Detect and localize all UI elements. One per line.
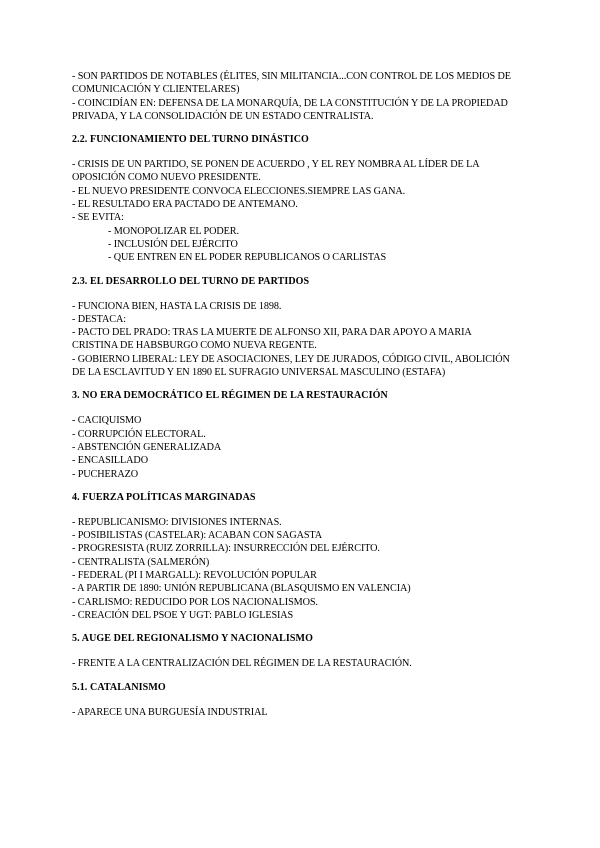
text-line: CRISTINA DE HABSBURGO COMO NUEVA REGENTE. (72, 340, 317, 352)
list-item: - CARLISMO: REDUCIDO POR LOS NACIONALISMOS. (72, 596, 318, 608)
section-heading-2-3: 2.3. EL DESARROLLO DEL TURNO DE PARTIDOS (72, 275, 310, 287)
text-line: - EL RESULTADO ERA PACTADO DE ANTEMANO. (72, 199, 298, 211)
section-heading-3: 3. NO ERA DEMOCRÁTICO EL RÉGIMEN DE LA RESTAURACIÓN (72, 390, 388, 402)
text-line: DE LA ESCLAVITUD Y EN 1890 EL SUFRAGIO UNIVERSAL MASCULINO (ESTAFA) (72, 367, 446, 379)
text-line: - SE EVITA: (72, 212, 124, 224)
list-item: - CENTRALISTA (SALMERÓN) (72, 556, 210, 568)
text-line: - PACTO DEL PRADO: TRAS LA MUERTE DE ALFONSO XII, PARA DAR APOYO A MARIA (72, 327, 472, 339)
section-2-2-body (72, 158, 532, 264)
section-5-1-body (72, 706, 532, 719)
text-line: - COINCIDÍAN EN: DEFENSA DE LA MONARQUÍA, DE LA CONSTITUCIÓN Y DE LA PROPIEDAD (72, 97, 508, 109)
text-line: - CRISIS DE UN PARTIDO, SE PONEN DE ACUERDO , Y EL REY NOMBRA AL LÍDER DE LA (72, 159, 480, 171)
list-item: - REPUBLICANISMO: DIVISIONES INTERNAS. (72, 516, 282, 528)
list-item: - ABSTENCIÓN GENERALIZADA (72, 441, 222, 453)
section-heading-5: 5. AUGE DEL REGIONALISMO Y NACIONALISMO (72, 633, 313, 645)
intro-block (72, 70, 532, 123)
section-heading-4: 4. FUERZA POLÍTICAS MARGINADAS (72, 491, 256, 503)
section-5-body (72, 657, 532, 670)
section-heading-2-2: 2.2. FUNCIONAMIENTO DEL TURNO DINÁSTICO (72, 134, 309, 146)
text-line: - APARECE UNA BURGUESÍA INDUSTRIAL (72, 706, 268, 718)
text-line: - FRENTE A LA CENTRALIZACIÓN DEL RÉGIMEN DE LA RESTAURACIÓN. (72, 658, 412, 670)
section-heading-5-1: 5.1. CATALANISMO (72, 681, 166, 693)
list-item: - FEDERAL (PI I MARGALL): REVOLUCIÓN POPULAR (72, 570, 317, 582)
text-line: - EL NUEVO PRESIDENTE CONVOCA ELECCIONES.SIEMPRE LAS GANA. (72, 185, 406, 197)
sub-list-item: - INCLUSIÓN DEL EJÉRCITO (108, 238, 238, 250)
list-item: - PROGRESISTA (RUIZ ZORRILLA): INSURRECCIÓN DEL EJÉRCITO. (72, 543, 380, 555)
sub-list-item: - MONOPOLIZAR EL PODER. (108, 225, 239, 237)
section-2-3-body (72, 300, 532, 380)
section-4-body (72, 516, 532, 622)
document-page (72, 70, 532, 719)
text-line: PRIVADA, Y LA CONSOLIDACIÓN DE UN ESTADO CENTRALISTA. (72, 110, 374, 122)
text-line: - DESTACA: (72, 313, 126, 325)
list-item: - CACIQUISMO (72, 415, 142, 427)
text-line: OPOSICIÓN COMO NUEVO PRESIDENTE. (72, 172, 261, 184)
list-item: - ENCASILLADO (72, 455, 148, 467)
text-line: - GOBIERNO LIBERAL: LEY DE ASOCIACIONES, LEY DE JURADOS, CÓDIGO CIVIL, ABOLICIÓN (72, 353, 510, 365)
list-item: - CREACIÓN DEL PSOE Y UGT: PABLO IGLESIAS (72, 609, 294, 621)
text-line: - SON PARTIDOS DE NOTABLES (ÉLITES, SIN MILITANCIA...CON CONTROL DE LOS MEDIOS DE (72, 71, 511, 82)
text-line: COMUNICACIÓN Y CLIENTELARES) (72, 84, 240, 96)
list-item: - PUCHERAZO (72, 468, 138, 480)
sub-list-item: - QUE ENTREN EN EL PODER REPUBLICANOS O CARLISTAS (108, 252, 387, 264)
list-item: - A PARTIR DE 1890: UNIÓN REPUBLICANA (BLASQUISMO EN VALENCIA) (72, 583, 411, 595)
text-line: - FUNCIONA BIEN, HASTA LA CRISIS DE 1898. (72, 300, 282, 312)
section-3-body (72, 414, 532, 480)
list-item: - CORRUPCIÓN ELECTORAL. (72, 428, 206, 440)
list-item: - POSIBILISTAS (CASTELAR): ACABAN CON SAGASTA (72, 530, 322, 542)
